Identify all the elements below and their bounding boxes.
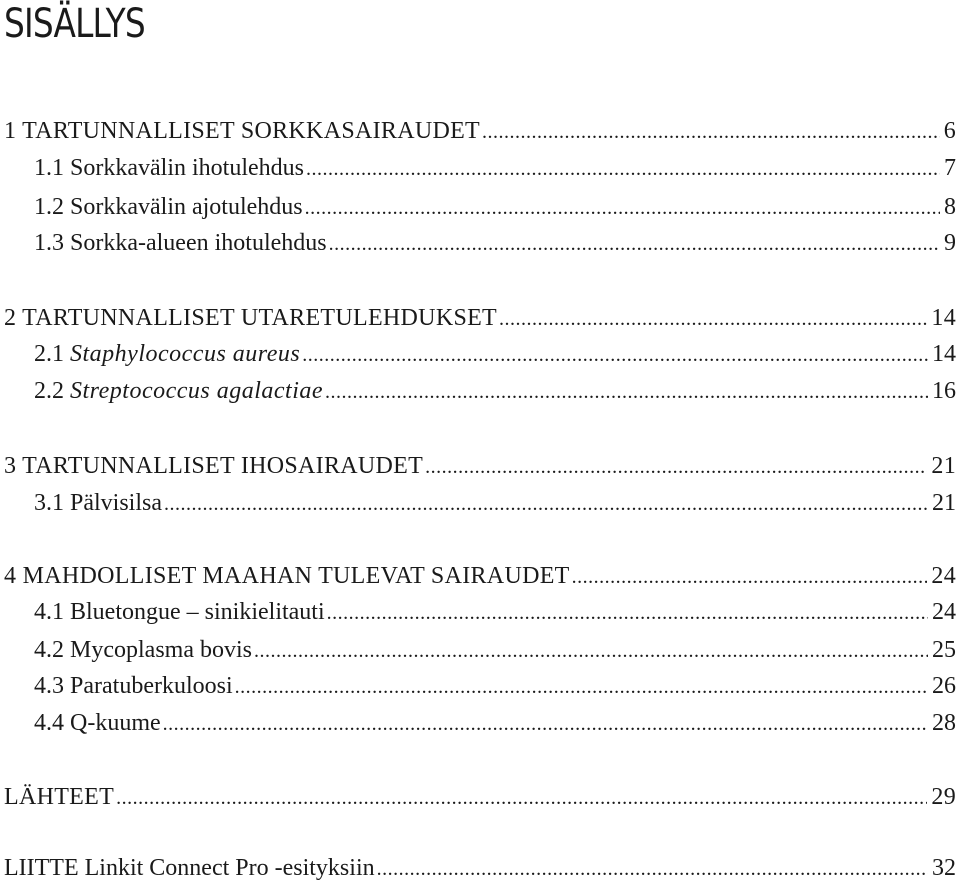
toc-entry-page-number: 24: [932, 599, 956, 625]
dot-leader: [327, 598, 928, 628]
toc-entry-appendix: [4, 853, 956, 884]
toc-entry-page-number: 28: [932, 710, 956, 736]
dot-leader: [377, 854, 928, 884]
dot-leader: [235, 672, 928, 702]
toc-entry-4-1: [34, 597, 956, 628]
dot-leader: [425, 452, 927, 482]
dot-leader: [164, 489, 928, 519]
toc-entry-label: 4.1 Bluetongue – sinikielitauti: [34, 599, 325, 625]
toc-entry-references: [4, 782, 956, 813]
dot-leader: [306, 154, 940, 184]
toc-entry-1-3: [34, 228, 956, 259]
toc-entry-page-number: 7: [944, 155, 956, 181]
toc-entry-page-number: 25: [932, 637, 956, 663]
toc-entry-label: 1.1 Sorkkavälin ihotulehdus: [34, 155, 304, 181]
dot-leader: [163, 709, 928, 739]
toc-entry-label: 3.1 Pälvisilsa: [34, 490, 163, 516]
toc-entry-section-4: [4, 561, 956, 592]
toc-entry-label: 2.2: [34, 378, 70, 404]
toc-entry-page-number: 14: [931, 305, 956, 331]
toc-entry-section-3: [4, 451, 956, 482]
toc-entry-section-2: [4, 303, 956, 334]
toc-entry-label: 1.3 Sorkka-alueen ihotulehdus: [34, 230, 327, 256]
toc-entry-label: 4.4 Q-kuume: [34, 710, 161, 736]
toc-entry-4-3: [34, 671, 956, 702]
toc-entry-label: 4.3 Paratuberkuloosi: [34, 673, 233, 699]
dot-leader: [254, 636, 928, 666]
dot-leader: [499, 304, 927, 334]
toc-entry-page-number: 16: [932, 378, 956, 404]
toc-entry-3-1: [34, 488, 956, 519]
toc-entry-page-number: 32: [932, 855, 956, 881]
toc-entry-page-number: 29: [931, 784, 956, 810]
dot-leader: [329, 229, 940, 259]
toc-entry-page-number: 8: [944, 194, 956, 220]
dot-leader: [572, 562, 928, 592]
dot-leader: [325, 377, 928, 407]
toc-entry-page-number: 6: [943, 118, 956, 144]
dot-leader: [482, 117, 940, 147]
toc-entry-label: LÄHTEET: [4, 784, 115, 810]
toc-entry-page-number: 26: [932, 673, 956, 699]
toc-entry-label: 1 TARTUNNALLISET SORKKASAIRAUDET: [4, 118, 481, 144]
page-title: SISÄLLYS: [4, 1, 145, 47]
toc-entry-1-1: [34, 153, 956, 184]
toc-entry-label: 2.1: [34, 341, 70, 367]
toc-entry-page-number: 14: [932, 341, 956, 367]
toc-entry-1-2: [34, 192, 956, 223]
toc-entry-2-1: 2.1 Staphylococcus aureus ..... 14: [34, 339, 956, 370]
toc-entry-page-number: 9: [944, 230, 956, 256]
toc-entry-label: 3 TARTUNNALLISET IHOSAIRAUDET: [4, 453, 424, 479]
toc-entry-label: LIITTE Linkit Connect Pro -esityksiin: [4, 855, 375, 881]
toc-entry-2-2: 2.2 Streptococcus agalactiae ..... 16: [34, 376, 956, 407]
dot-leader: [305, 193, 940, 223]
dot-leader: [302, 340, 928, 370]
toc-entry-4-4: [34, 708, 956, 739]
toc-entry-page-number: 21: [932, 490, 956, 516]
toc-entry-label: 2 TARTUNNALLISET UTARETULEHDUKSET: [4, 305, 498, 331]
toc-entry-label: 4 MAHDOLLISET MAAHAN TULEVAT SAIRAUDET: [4, 563, 570, 589]
toc-entry-4-2: [34, 635, 956, 666]
toc-entry-page-number: 24: [931, 563, 956, 589]
dot-leader: [116, 783, 927, 813]
toc-entry-label: 1.2 Sorkkavälin ajotulehdus: [34, 194, 303, 220]
toc-entry-page-number: 21: [931, 453, 956, 479]
toc-entry-label: 4.2 Mycoplasma bovis: [34, 637, 252, 663]
toc-entry-section-1: [4, 116, 956, 147]
